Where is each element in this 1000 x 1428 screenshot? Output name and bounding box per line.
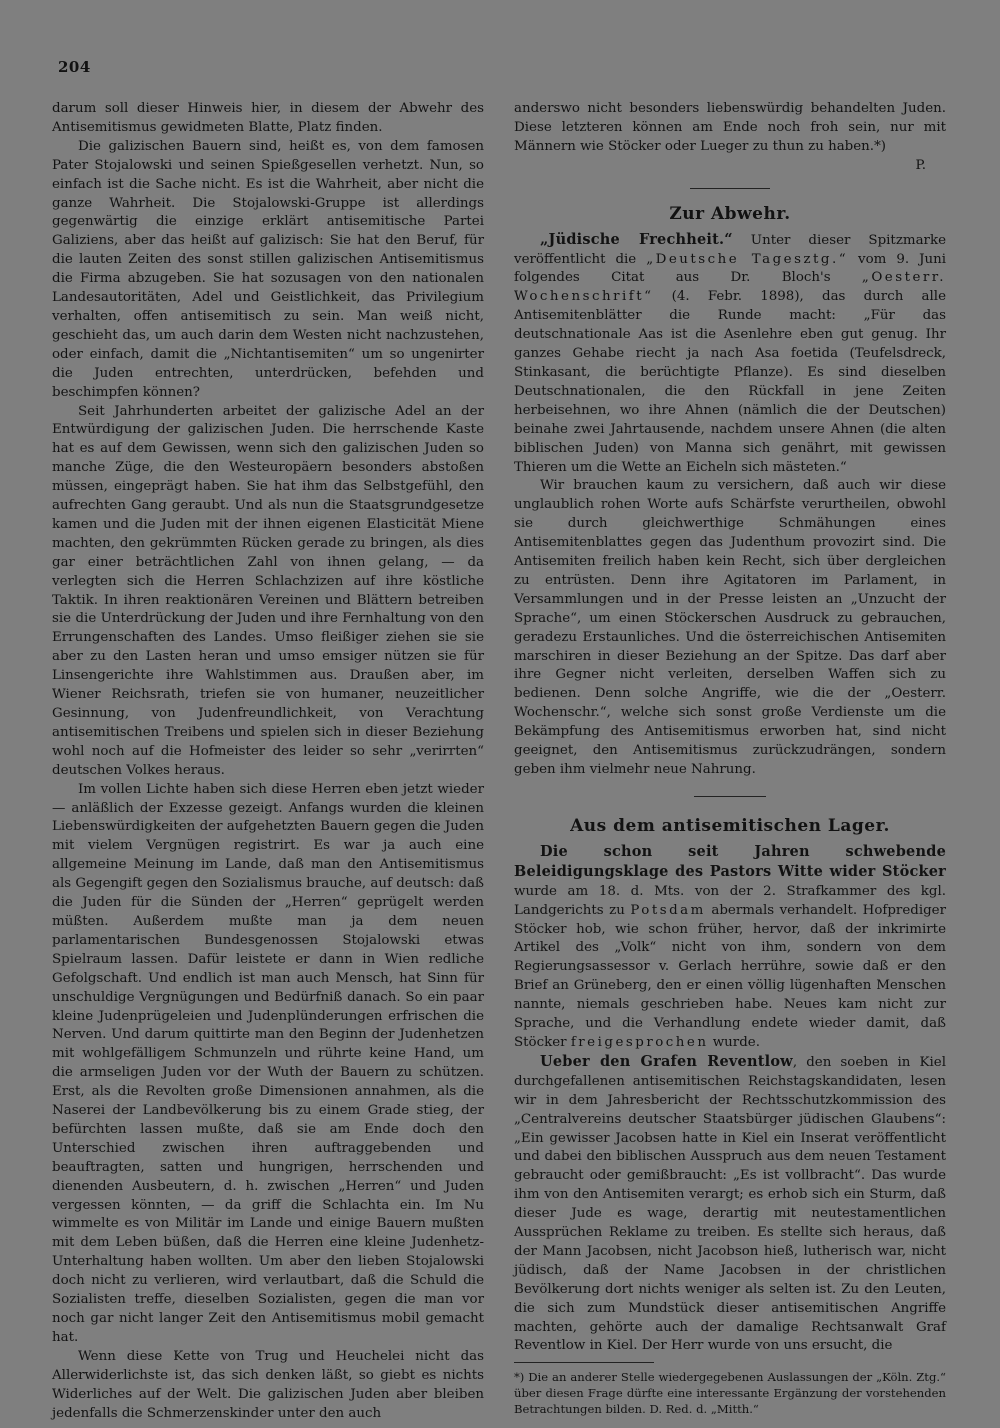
left-paragraph-4: Im vollen Lichte haben sich diese Herren eben jetzt wieder — anläßlich der Exzesse gezeigt. Anfangs wurden die kleinen Liebenswürdigkeiten der aufgehetzten Bauern gegen die Juden mit vielem Vergnügen registrirt. Es war ja auch eine allgemeine Meinung im Lande, daß man den Antisemitismus als Gegengift gegen den Sozialismus brauche, auf deutsch: daß die Juden für die Sünden der „Herren“ geprügelt werden müßten. Außerdem mußte man ja dem neuen parlamentarischen Bundesgenossen Stojalowski etwas Spielraum lassen. Dafür leistete er dann in Wien redliche Gefolgschaft. Und endlich ist man auch Mensch, hat Sinn für unschuldige Vergnügungen und Bedürfniß danach. So ein paar kleine Judenprügeleien und Judenplünderungen erfrischen die Nerven. Und darum quittirte man den Beginn der Judenhetzen mit wohlgefälligem Schmunzeln und rührte keine Hand, um die armseligen Juden vor der Wuth der Bauern zu schützen. Erst, als die Revolten große Dimensionen annahmen, als die Naserei der Landbevölkerung bis zu einem Grade stieg, der befürchten lassen mußte, daß sie am Ende doch den Unterschied zwischen ihren auftraggebenden und beauftragten, satten und hungrigen, herrschenden und dienenden Ausbeutern, d. h. zwischen „Herren“ und Juden vergessen könnten, — da griff die Schlachta ein. Im Nu wimmelte es von Militär im Lande und einige Bauern mußten mit dem Leben büßen, daß die Herren eine kleine Judenhetz-Unterhaltung haben wollten. Um aber den lieben Stojalowski doch nicht zu verlieren, wird verlautbart, daß die Schuld die Sozialisten treffe, dieselben Sozialisten, gegen die man vor noch gar nicht langer Zeit den Antisemitismus mobil gemacht hat.: [52, 781, 485, 1345]
section-heading-lager: Aus dem antisemitischen Lager.: [570, 815, 890, 836]
lager-text-a: wurde am 18. d. Mts. von der 2. Strafkammer des kgl. Landgerichts zu: [514, 883, 946, 918]
left-paragraph-2: Die galizischen Bauern sind, heißt es, von dem famosen Pater Stojalowski und seinen Spießgesellen verhetzt. Nun, so einfach ist die Sache nicht. Es ist die Wahrheit, aber nicht die ganze Wahrheit. Die Stojalowski-Gruppe ist allerdings gegenwärtig die einzige erklärt antisemitische Partei Galiziens, aber das heißt auf galizisch: Sie hat den Beruf, für die lauten Zeiten des sonst stillen galizischen Antisemitismus die Firma abzugeben. Sie hat sozusagen von den nationalen Landesautoritäten, Adel und Geistlichkeit, das Privilegium verhalten, offen antisemitisch zu sein. Man weiß nicht, geschieht das, um auch darin dem Westen nicht nachzustehen, oder einfach, damit die „Nichtantisemiten“ um so ungenirter die Juden entrechten, unterdrücken, befehden und beschimpfen können?: [52, 138, 484, 400]
reventlow-text: , den soeben in Kiel durchgefallenen antisemitischen Reichstagskandidaten, lesen wir in dem Jahresbericht der Rechtsschutzkommission des „Centralvereins deutscher Staatsbürger jüdischen Glaubens“: „Ein gewisser Jacobsen hatte in Kiel ein Inserat veröffentlicht und dabei den biblischen Ausspruch aus dem neuen Testament gebraucht oder gemißbraucht: „Es ist vollbracht“. Das wurde ihm von den Antisemiten verargt; es erhob sich ein Sturm, daß dieser Jude es wage, derartig mit neutestamentlichen Aussprüchen Reklame zu treiben. Es stellte sich heraus, daß der Mann Jacobsen, nicht Jacobson hieß, lutherisch war, nicht jüdisch, daß der Name Jacobsen in der christlichen Bevölkerung dort nichts weniger als selten ist. Zu den Leuten, die sich zum Mundstück dieser antisemitischen Angriffe machten, gehörte auch der damalige Rechtsanwalt Graf Reventlow in Kiel. Der Herr wurde von uns ersucht, die: [514, 1054, 946, 1354]
lager-verdict: freigesprochen: [570, 1034, 709, 1050]
abwehr-text-c: vom 9. Juni folgendes Citat aus Dr. Bloch's: [514, 251, 946, 286]
lager-paragraph-1: [514, 843, 946, 1053]
abwehr-paragraph-1: [514, 231, 946, 478]
abwehr-paragraph-2: Wir brauchen kaum zu versichern, daß auch wir diese unglaublich rohen Worte aufs Schärfste verurtheilen, obwohl sie durch gleichwerthige Schmähungen eines Antisemitenblattes gegen das Judenthum provozirt sind. Die Antisemiten freilich haben kein Recht, sich über dergleichen zu entrüsten. Denn ihre Agitatoren im Parlament, in Versammlungen und in der Presse leisten an „Unzucht der Sprache“, um einen Stöckerschen Ausdruck zu gebrauchen, geradezu Erstaunliches. Und die österreichischen Antisemiten marschiren in dieser Beziehung an der Spitze. Das darf aber ihre Gegner nicht verleiten, derselben Waffen sich zu bedienen. Denn solche Angriffe, wie die der „Oesterr. Wochenschr.“, welche sich sonst große Verdienste um die Bekämpfung des Antisemitismus erworben hat, sind nicht geeignet, den Antisemitismus zurückzudrängen, sondern geben ihm vielmehr neue Nahrung.: [514, 478, 946, 777]
lager-text-c: abermals verhandelt. Hofprediger Stöcker hob, wie schon früher, hervor, daß der inkrimirte Artikel des „Volk“ nicht von ihm, sondern von dem Regierungsassessor v. Gerlach herrühre, sowie daß er den Brief an Grüneberg, den er einen völlig lügenhaften Menschen nannte, niemals geschrieben habe. Neues kam nicht zur Sprache, und die Verhandlung endete wieder damit, daß Stöcker: [514, 902, 946, 1050]
footnote-divider: [514, 1362, 654, 1363]
left-paragraph-3: Seit Jahrhunderten arbeitet der galizische Adel an der Entwürdigung der galizischen Juden. Die herrschende Kaste hat es auf dem Gewissen, wenn sich den galizischen Juden so manche Züge, die den Westeuropäern besonders abstoßen müssen, eingeprägt haben. Sie hat ihm das Selbstgefühl, den aufrechten Gang geraubt. Und als nun die Staatsgrundgesetze kamen und die Juden mit der ihnen eigenen Elasticität Miene machten, den gekrümmten Rücken gerade zu bringen, als dies gar einer beträchtlichen Zahl von ihnen gelang, — da verlegten sich die Herren Schlachzizen auf ihre köstliche Taktik. In ihren reaktionären Vereinen und Blättern betreiben sie die Unterdrückung der Juden und ihre Fernhaltung von den Errungenschaften des Landes. Umso fleißiger ziehen sie sie aber zu den Lasten heran und umso emsiger nützen sie für Linsengerichte ihre Wahlstimmen aus. Draußen aber, im Wiener Reichsrath, triefen sie von humaner, neuzeitlicher Gesinnung, von Judenfreundlichkeit, von Verachtung antisemitischen Treibens und spielen sich in dieser Beziehung wohl noch auf die Hofmeister des leider so sehr „verirrten“ deutschen Volkes heraus.: [52, 403, 484, 778]
left-paragraph-5: Wenn diese Kette von Trug und Heuchelei nicht das Allerwiderlichste ist, das sich denken läßt, so giebt es nichts Widerliches auf der Welt. Die galizischen Juden aber bleiben jedenfalls die Schmerzenskinder unter den auch: [52, 1348, 484, 1421]
section-divider: [690, 188, 770, 189]
abwehr-text-a: Unter dieser Spitzmarke veröffentlicht die: [514, 232, 946, 267]
lager-place: Potsdam: [630, 902, 706, 918]
section-heading-abwehr: Zur Abwehr.: [669, 203, 791, 224]
footnote: *) Die an anderer Stelle wiedergegebenen Auslassungen der „Köln. Ztg.“ über diesen Frage dürfte eine interessante Ergänzung der vorstehenden Betrachtungen bilden. D. Red. d. „Mitth.“: [514, 1370, 946, 1417]
left-paragraph-1: darum soll dieser Hinweis hier, in diesem der Abwehr des Antisemitismus gewidmeten Blatte, Platz finden.: [52, 101, 484, 135]
abwehr-lead: „Jüdische Frechheit.“: [540, 230, 733, 248]
reventlow-lead: Ueber den Grafen Reventlow: [540, 1052, 793, 1070]
abwehr-source-weekly: „Oesterr. Wochenschrift“: [514, 270, 946, 305]
abwehr-text-e: (4. Febr. 1898), das durch alle Antisemitenblätter die Runde macht: „Für das deutschnationale Aas ist die Asenlehre eben gut genug. Ihr ganzes Gehabe riecht ja nach Asa foetida (Teufelsdreck, Stinkasant, die berüchtigte Pflanze). Es sind dieselben Deutschnationalen, die den Rückfall in jene Zeiten herbeisehnen, wo ihre Ahnen (nämlich die der Deutschen) beinahe zwei Jahrtausende, nachdem unsere Ahnen (die alten biblischen Juden) von Manna sich genährt, mit gewissen Thieren um die Wette an Eicheln sich mästeten.“: [514, 289, 946, 475]
abwehr-source-newspaper: „Deutsche Tagesztg.“: [646, 251, 849, 267]
article-signature: P.: [915, 157, 926, 173]
section-divider-2: [694, 796, 766, 797]
page-number: 204: [58, 58, 91, 76]
left-column: [52, 100, 484, 1423]
reventlow-paragraph: [514, 1053, 946, 1357]
right-paragraph-1: anderswo nicht besonders liebenswürdig behandelten Juden. Diese letzteren können am Ende noch froh sein, nur mit Männern wie Stöcker oder Lueger zu thun zu haben.*): [514, 101, 946, 154]
lager-text-e: wurde.: [708, 1034, 760, 1050]
lager-lead: Die schon seit Jahren schwebende Beleidigungsklage des Pastors Witte wider Stöcker: [514, 842, 946, 880]
right-column: [514, 100, 946, 1417]
